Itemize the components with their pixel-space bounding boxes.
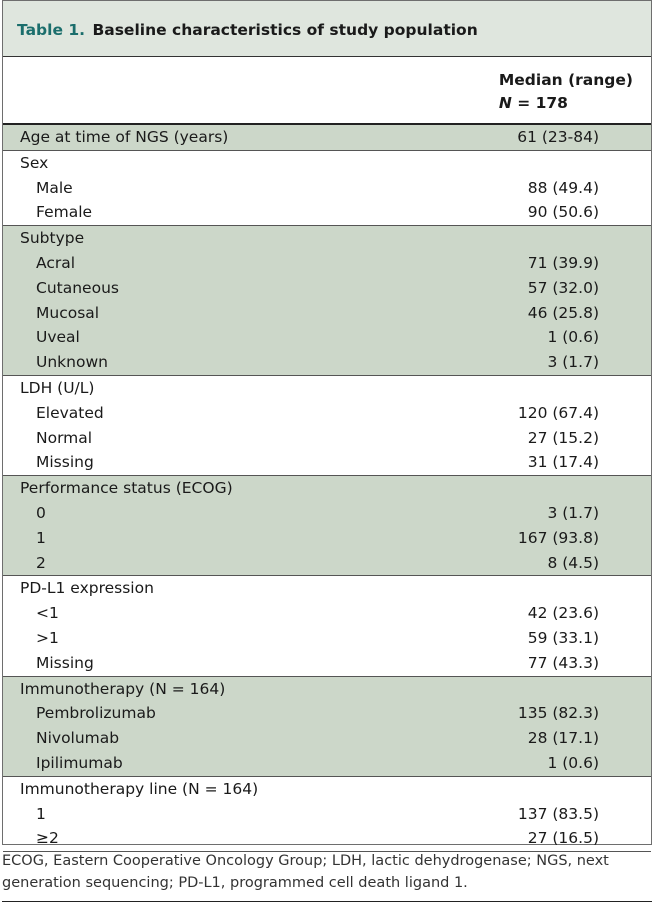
row-label: Missing (36, 453, 94, 472)
row-label: Performance status (ECOG) (20, 479, 233, 498)
table-row (3, 601, 651, 626)
table-row (3, 677, 651, 702)
row-label: Elevated (36, 403, 104, 422)
row-value: 3 (1.7) (547, 503, 599, 522)
row-value: 77 (43.3) (527, 653, 599, 672)
row-value: 59 (33.1) (527, 628, 599, 647)
table-row (3, 777, 651, 802)
row-value: 135 (82.3) (517, 704, 599, 723)
row-label: Uveal (36, 328, 80, 347)
row-value: 88 (49.4) (527, 178, 599, 197)
row-label: 1 (36, 804, 46, 823)
table-row (3, 751, 651, 776)
table-row (3, 325, 651, 350)
row-label: Subtype (20, 229, 85, 248)
table-row (3, 651, 651, 676)
table-row (3, 802, 651, 827)
column-header-line2 (499, 92, 633, 115)
table-row (3, 726, 651, 751)
row-value: 46 (25.8) (527, 303, 599, 322)
row-label: Unknown (36, 353, 108, 372)
table-row (3, 701, 651, 726)
row-value: 71 (39.9) (527, 253, 599, 272)
table-row (3, 426, 651, 451)
baseline-table (2, 0, 652, 848)
table-number: Table 1. (17, 21, 86, 39)
table-row (3, 450, 651, 475)
row-value: 27 (15.2) (527, 428, 599, 447)
table-row-group (3, 576, 651, 676)
table-row (3, 526, 651, 551)
table-row (3, 551, 651, 576)
row-value: 3 (1.7) (547, 353, 599, 372)
row-label: ≥2 (36, 829, 59, 848)
row-value: 137 (83.5) (517, 804, 599, 823)
row-value: 28 (17.1) (527, 729, 599, 748)
row-value: 61 (23-84) (517, 128, 599, 146)
row-label: Immunotherapy (N = 164) (20, 679, 226, 698)
row-label: >1 (36, 628, 59, 647)
column-header-n-value: = 178 (511, 94, 568, 112)
row-value: 1 (0.6) (547, 753, 599, 772)
row-label: 0 (36, 503, 46, 522)
table-row-group (3, 777, 651, 852)
row-label: <1 (36, 604, 59, 623)
table-row (3, 176, 651, 201)
row-value: 57 (32.0) (527, 278, 599, 297)
row-label: PD-L1 expression (20, 579, 154, 598)
table-row (3, 151, 651, 176)
table-row (3, 376, 651, 401)
median-range-column-header (499, 69, 633, 115)
table-row (3, 501, 651, 526)
table-row-group (3, 376, 651, 476)
table-row (3, 826, 651, 851)
row-label: Mucosal (36, 303, 100, 322)
row-label: LDH (U/L) (20, 378, 95, 397)
table-row (3, 576, 651, 601)
table-body (3, 125, 651, 852)
row-label: Normal (36, 428, 93, 447)
row-label: Acral (36, 253, 76, 272)
row-value: 42 (23.6) (527, 604, 599, 623)
table-row-group (3, 476, 651, 576)
row-value: 31 (17.4) (527, 453, 599, 472)
table-row-group (3, 226, 651, 376)
table-row (3, 251, 651, 276)
row-label: Female (36, 203, 93, 222)
table-row-group (3, 151, 651, 226)
row-label: Sex (20, 153, 49, 172)
table-row (3, 350, 651, 375)
row-value: 27 (16.5) (527, 829, 599, 848)
bottom-rule (2, 901, 652, 902)
table-row-group (3, 677, 651, 777)
row-label: 1 (36, 528, 46, 547)
table-title: Baseline characteristics of study population (92, 21, 478, 39)
table-caption (3, 1, 651, 57)
row-value: 120 (67.4) (517, 403, 599, 422)
row-value: 90 (50.6) (527, 203, 599, 222)
row-label: Age at time of NGS (years) (20, 128, 229, 146)
table-row (3, 200, 651, 225)
table-row (3, 125, 651, 150)
row-label: Nivolumab (36, 729, 120, 748)
row-value: 8 (4.5) (547, 553, 599, 572)
table-row (3, 301, 651, 326)
table-header (3, 57, 651, 125)
table-row-group (3, 125, 651, 151)
table-row (3, 226, 651, 251)
row-label: Ipilimumab (36, 753, 123, 772)
row-label: Cutaneous (36, 278, 119, 297)
row-label: Pembrolizumab (36, 704, 156, 723)
row-label: Immunotherapy line (N = 164) (20, 779, 259, 798)
column-header-line1: Median (range) (498, 71, 633, 89)
row-label: Male (36, 178, 73, 197)
table-row (3, 626, 651, 651)
table-row (3, 276, 651, 301)
column-header-n: N (498, 94, 512, 112)
row-value: 1 (0.6) (547, 328, 599, 347)
row-label: Missing (36, 653, 94, 672)
row-value: 167 (93.8) (517, 528, 599, 547)
row-label: 2 (36, 553, 46, 572)
table-row (3, 401, 651, 426)
table-row (3, 476, 651, 501)
table-footnote: ECOG, Eastern Cooperative Oncology Group; LDH, lactic dehydrogenase; NGS, next generation sequencing; PD-L1, programmed cell death ligand 1. (2, 853, 609, 891)
